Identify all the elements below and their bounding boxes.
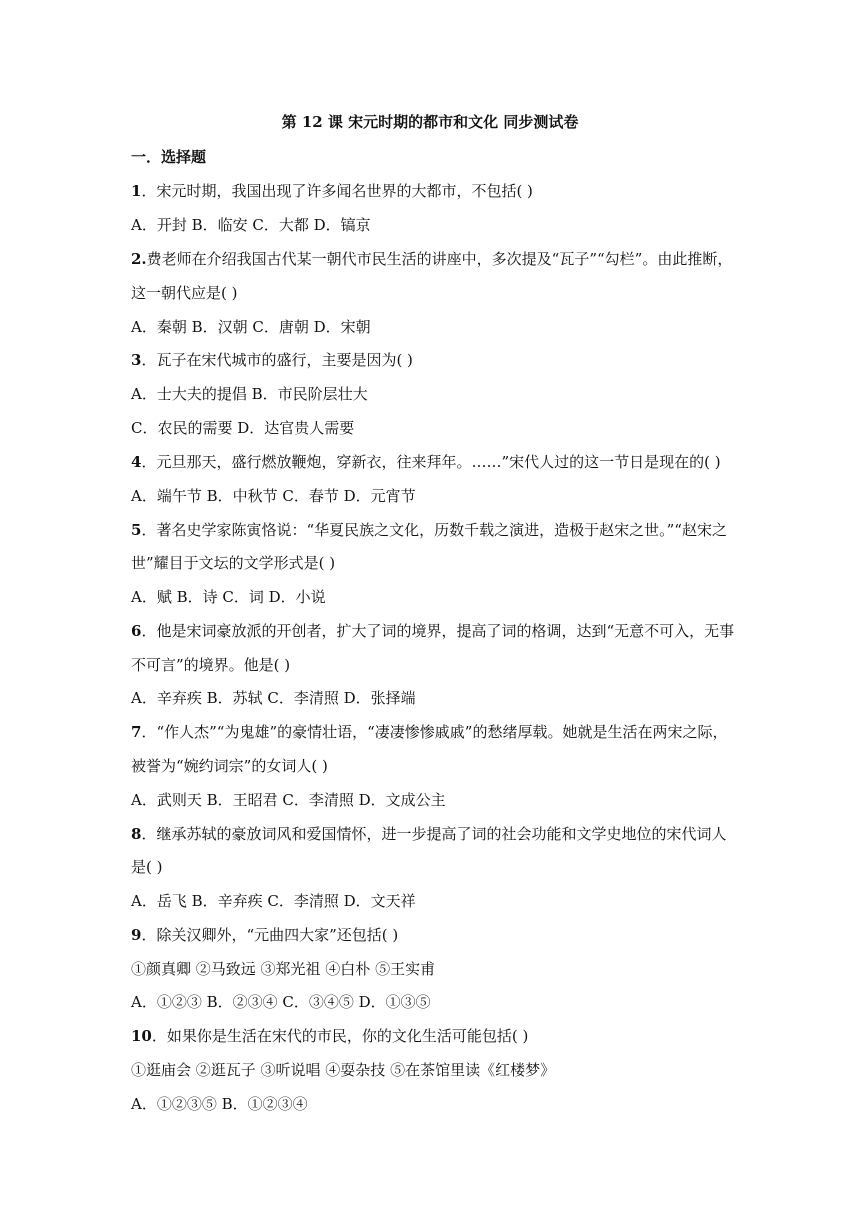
options-text: C．农民的需要 D．达官贵人需要 xyxy=(131,419,355,437)
question-number: 6 xyxy=(131,622,142,640)
options-line xyxy=(131,790,741,810)
question-text: ．著名史学家陈寅恪说：“华夏民族之文化，历数千载之演进，造极于赵宋之世。”“赵宋之 xyxy=(141,521,727,539)
question-text: ．如果你是生活在宋代的市民，你的文化生活可能包括( ) xyxy=(151,1027,529,1045)
question-number: 8 xyxy=(131,825,142,843)
options-line xyxy=(131,688,741,708)
question-text: 这一朝代应是( ) xyxy=(131,284,238,302)
choice-items-line xyxy=(131,1060,741,1080)
options-text: A．赋 B．诗 C．词 D．小说 xyxy=(131,588,326,606)
question-line xyxy=(131,181,741,201)
options-line xyxy=(131,587,741,607)
question-line-continued xyxy=(131,756,741,776)
question-line xyxy=(131,722,741,742)
options-line xyxy=(131,891,741,911)
options-text: A．端午节 B．中秋节 C．春节 D．元宵节 xyxy=(131,487,416,505)
section-heading: 一．选择题 xyxy=(131,148,207,166)
question-number: 2. xyxy=(131,250,147,268)
question-line xyxy=(131,520,741,540)
question-number: 9 xyxy=(131,926,142,944)
question-text: 世”耀目于文坛的文学形式是( ) xyxy=(131,554,336,572)
question-text: ．“作人杰”“为鬼雄”的豪情壮语，“凄凄惨惨戚戚”的愁绪厚载。她就是生活在两宋之际， xyxy=(141,723,728,741)
question-number: 5 xyxy=(131,521,142,539)
question-text: ．瓦子在宋代城市的盛行，主要是因为( ) xyxy=(141,351,413,369)
question-text: ．他是宋词豪放派的开创者，扩大了词的境界，提高了词的格调，达到“无意不可入，无事 xyxy=(141,622,735,640)
question-text: 被誉为“婉约词宗”的女词人( ) xyxy=(131,757,328,775)
choice-items-text: ①颜真卿 ②马致远 ③郑光祖 ④白朴 ⑤王实甫 xyxy=(131,960,436,978)
options-line xyxy=(131,1094,741,1114)
question-line xyxy=(131,452,741,472)
question-number: 3 xyxy=(131,351,142,369)
options-text: A．武则天 B．王昭君 C．李清照 D．文成公主 xyxy=(131,791,446,809)
options-text: A．①②③ B．②③④ C．③④⑤ D．①③⑤ xyxy=(131,993,431,1011)
question-line-continued xyxy=(131,655,741,675)
question-number: 7 xyxy=(131,723,142,741)
options-line xyxy=(131,992,741,1012)
options-line xyxy=(131,418,741,438)
question-line xyxy=(131,621,741,641)
question-text: ．继承苏轼的豪放词风和爱国情怀，进一步提高了词的社会功能和文学史地位的宋代词人 xyxy=(141,825,727,843)
question-text: ．除关汉卿外，“元曲四大家”还包括( ) xyxy=(141,926,399,944)
question-line xyxy=(131,824,741,844)
options-text: A．秦朝 B．汉朝 C．唐朝 D．宋朝 xyxy=(131,318,371,336)
options-line xyxy=(131,317,741,337)
question-line-continued xyxy=(131,857,741,877)
options-line xyxy=(131,215,741,235)
options-text: A．①②③⑤ B．①②③④ xyxy=(131,1095,308,1113)
options-line xyxy=(131,486,741,506)
question-number: 1 xyxy=(131,182,142,200)
question-line-continued xyxy=(131,553,741,573)
question-line xyxy=(131,1026,741,1046)
question-text: ．宋元时期，我国出现了许多闻名世界的大都市，不包括( ) xyxy=(141,182,533,200)
options-text: A．岳飞 B．辛弃疾 C．李清照 D．文天祥 xyxy=(131,892,416,910)
question-line xyxy=(131,249,741,269)
choice-items-line xyxy=(131,959,741,979)
question-line-continued xyxy=(131,283,741,303)
options-text: A．辛弃疾 B．苏轼 C．李清照 D．张择端 xyxy=(131,689,416,707)
choice-items-text: ①逛庙会 ②逛瓦子 ③听说唱 ④耍杂技 ⑤在茶馆里读《红楼梦》 xyxy=(131,1061,556,1079)
question-text: 不可言”的境界。他是( ) xyxy=(131,656,291,674)
question-line xyxy=(131,925,741,945)
options-line xyxy=(131,384,741,404)
question-text: 是( ) xyxy=(131,858,163,876)
question-number: 4 xyxy=(131,453,142,471)
page-title: 第 12 课 宋元时期的都市和文化 同步测试卷 xyxy=(281,113,579,131)
question-text: ．元旦那天，盛行燃放鞭炮，穿新衣，往来拜年。……”宋代人过的这一节日是现在的( ) xyxy=(141,453,721,471)
question-number: 10 xyxy=(131,1027,152,1045)
question-text: 费老师在介绍我国古代某一朝代市民生活的讲座中，多次提及“瓦子”“勾栏”。由此推断， xyxy=(146,250,733,268)
options-text: A．士大夫的提倡 B．市民阶层壮大 xyxy=(131,385,368,403)
options-text: A．开封 B．临安 C．大都 D．镐京 xyxy=(131,216,371,234)
question-line xyxy=(131,350,741,370)
